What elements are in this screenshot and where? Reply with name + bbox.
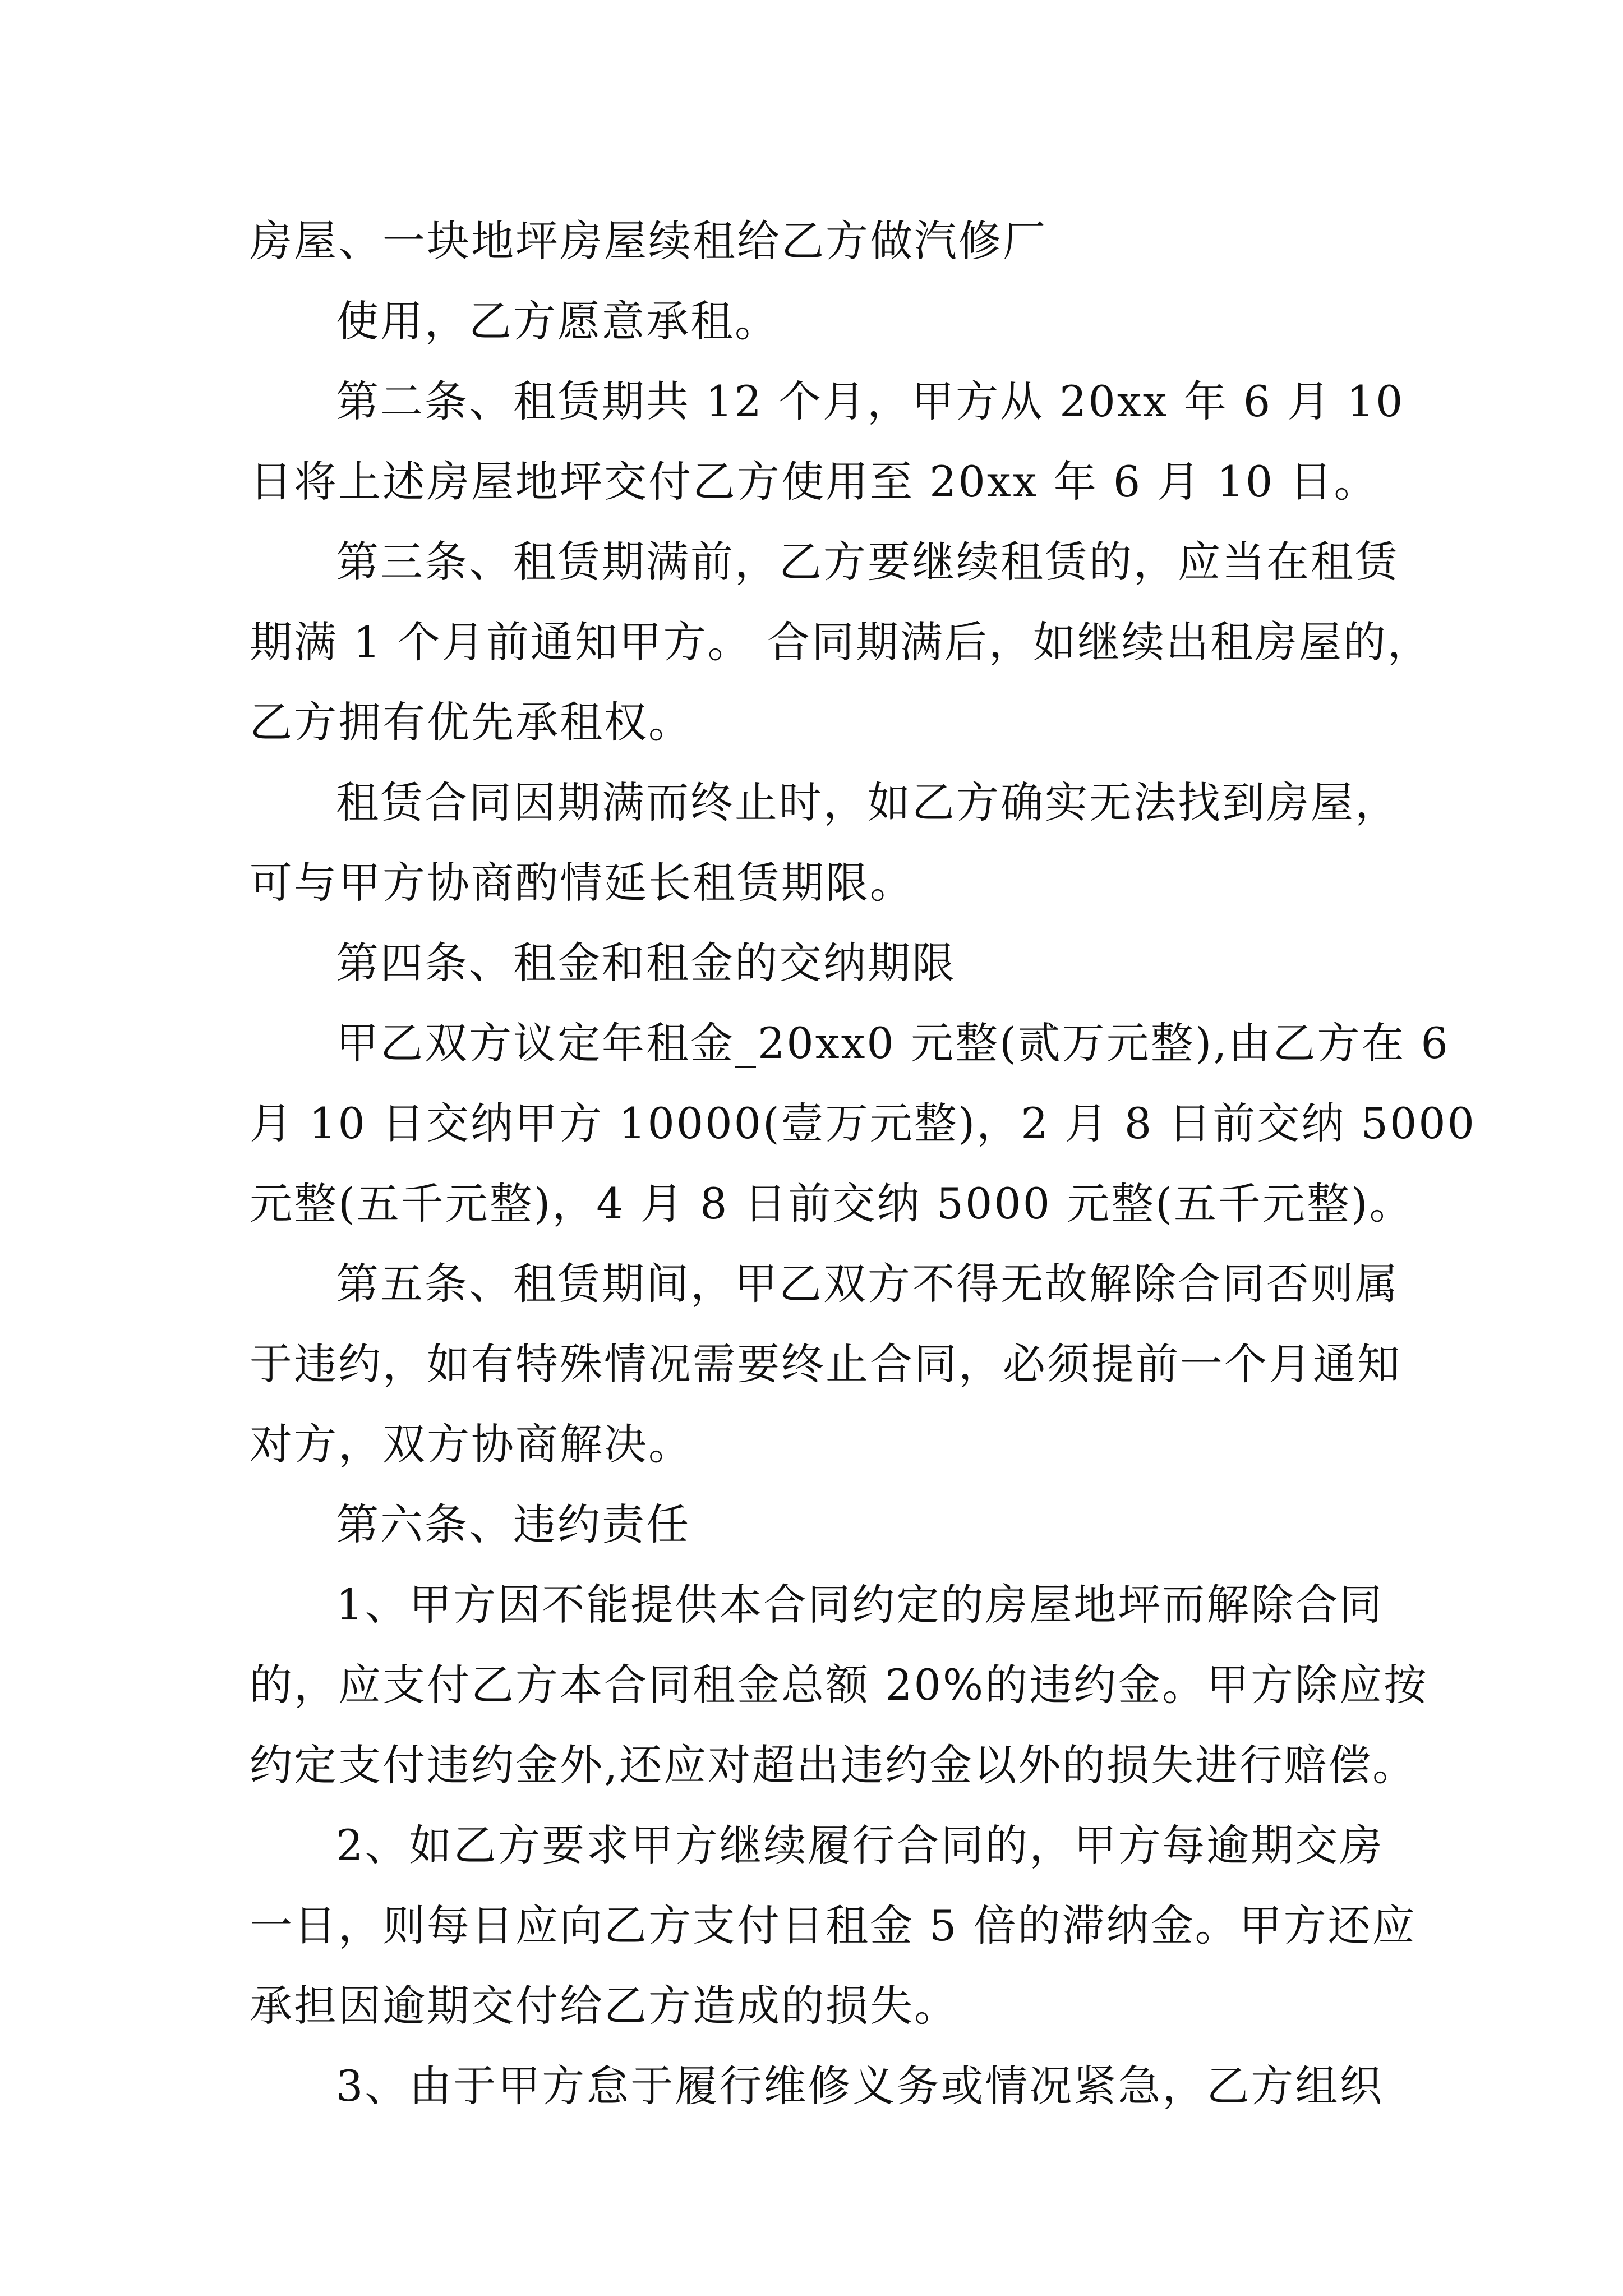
text-line: 于违约，如有特殊情况需要终止合同，必须提前一个月通知 — [250, 1339, 1401, 1389]
text-line: 2、如乙方要求甲方继续履行合同的，甲方每逾期交房 — [336, 1820, 1384, 1870]
text-line: 租赁合同因期满而终止时，如乙方确实无法找到房屋， — [336, 777, 1399, 827]
text-line: 可与甲方协商酌情延长租赁期限。 — [250, 858, 914, 908]
text-line: 期满 1 个月前通知甲方。 合同期满后，如继续出租房屋的， — [250, 617, 1432, 667]
text-line: 使用，乙方愿意承租。 — [336, 296, 779, 346]
text-line: 甲乙双方议定年租金_20xx0 元整(贰万元整),由乙方在 6 — [336, 1018, 1450, 1068]
text-line: 承担因逾期交付给乙方造成的损失。 — [250, 1981, 958, 2031]
text-line: 的，应支付乙方本合同租金总额 20%的违约金。甲方除应按 — [250, 1660, 1428, 1710]
text-line: 对方，双方协商解决。 — [250, 1419, 693, 1469]
text-line: 乙方拥有优先承租权。 — [250, 697, 693, 747]
text-line: 月 10 日交纳甲方 10000(壹万元整)，2 月 8 日前交纳 5000 — [250, 1098, 1477, 1148]
text-line: 一日，则每日应向乙方支付日租金 5 倍的滞纳金。甲方还应 — [250, 1901, 1417, 1950]
text-line: 第六条、违约责任 — [336, 1499, 690, 1549]
text-line: 1、甲方因不能提供本合同约定的房屋地坪而解除合同 — [336, 1580, 1384, 1630]
text-line: 约定支付违约金外,还应对超出违约金以外的损失进行赔偿。 — [250, 1740, 1417, 1790]
text-line: 日将上述房屋地坪交付乙方使用至 20xx 年 6 月 10 日。 — [250, 457, 1378, 507]
text-line: 3、由于甲方怠于履行维修义务或情况紧急，乙方组织 — [336, 2061, 1384, 2111]
text-line: 第五条、租赁期间，甲乙双方不得无故解除合同否则属 — [336, 1259, 1399, 1309]
text-line: 房屋、一块地坪房屋续租给乙方做汽修厂 — [250, 216, 1047, 266]
text-line: 第四条、租金和租金的交纳期限 — [336, 938, 956, 988]
text-line: 第三条、租赁期满前，乙方要继续租赁的，应当在租赁 — [336, 537, 1399, 587]
text-line: 第二条、租赁期共 12 个月，甲方从 20xx 年 6 月 10 — [336, 376, 1405, 426]
text-line: 元整(五千元整)，4 月 8 日前交纳 5000 元整(五千元整)。 — [250, 1179, 1414, 1228]
contract-body — [250, 210, 1477, 2136]
